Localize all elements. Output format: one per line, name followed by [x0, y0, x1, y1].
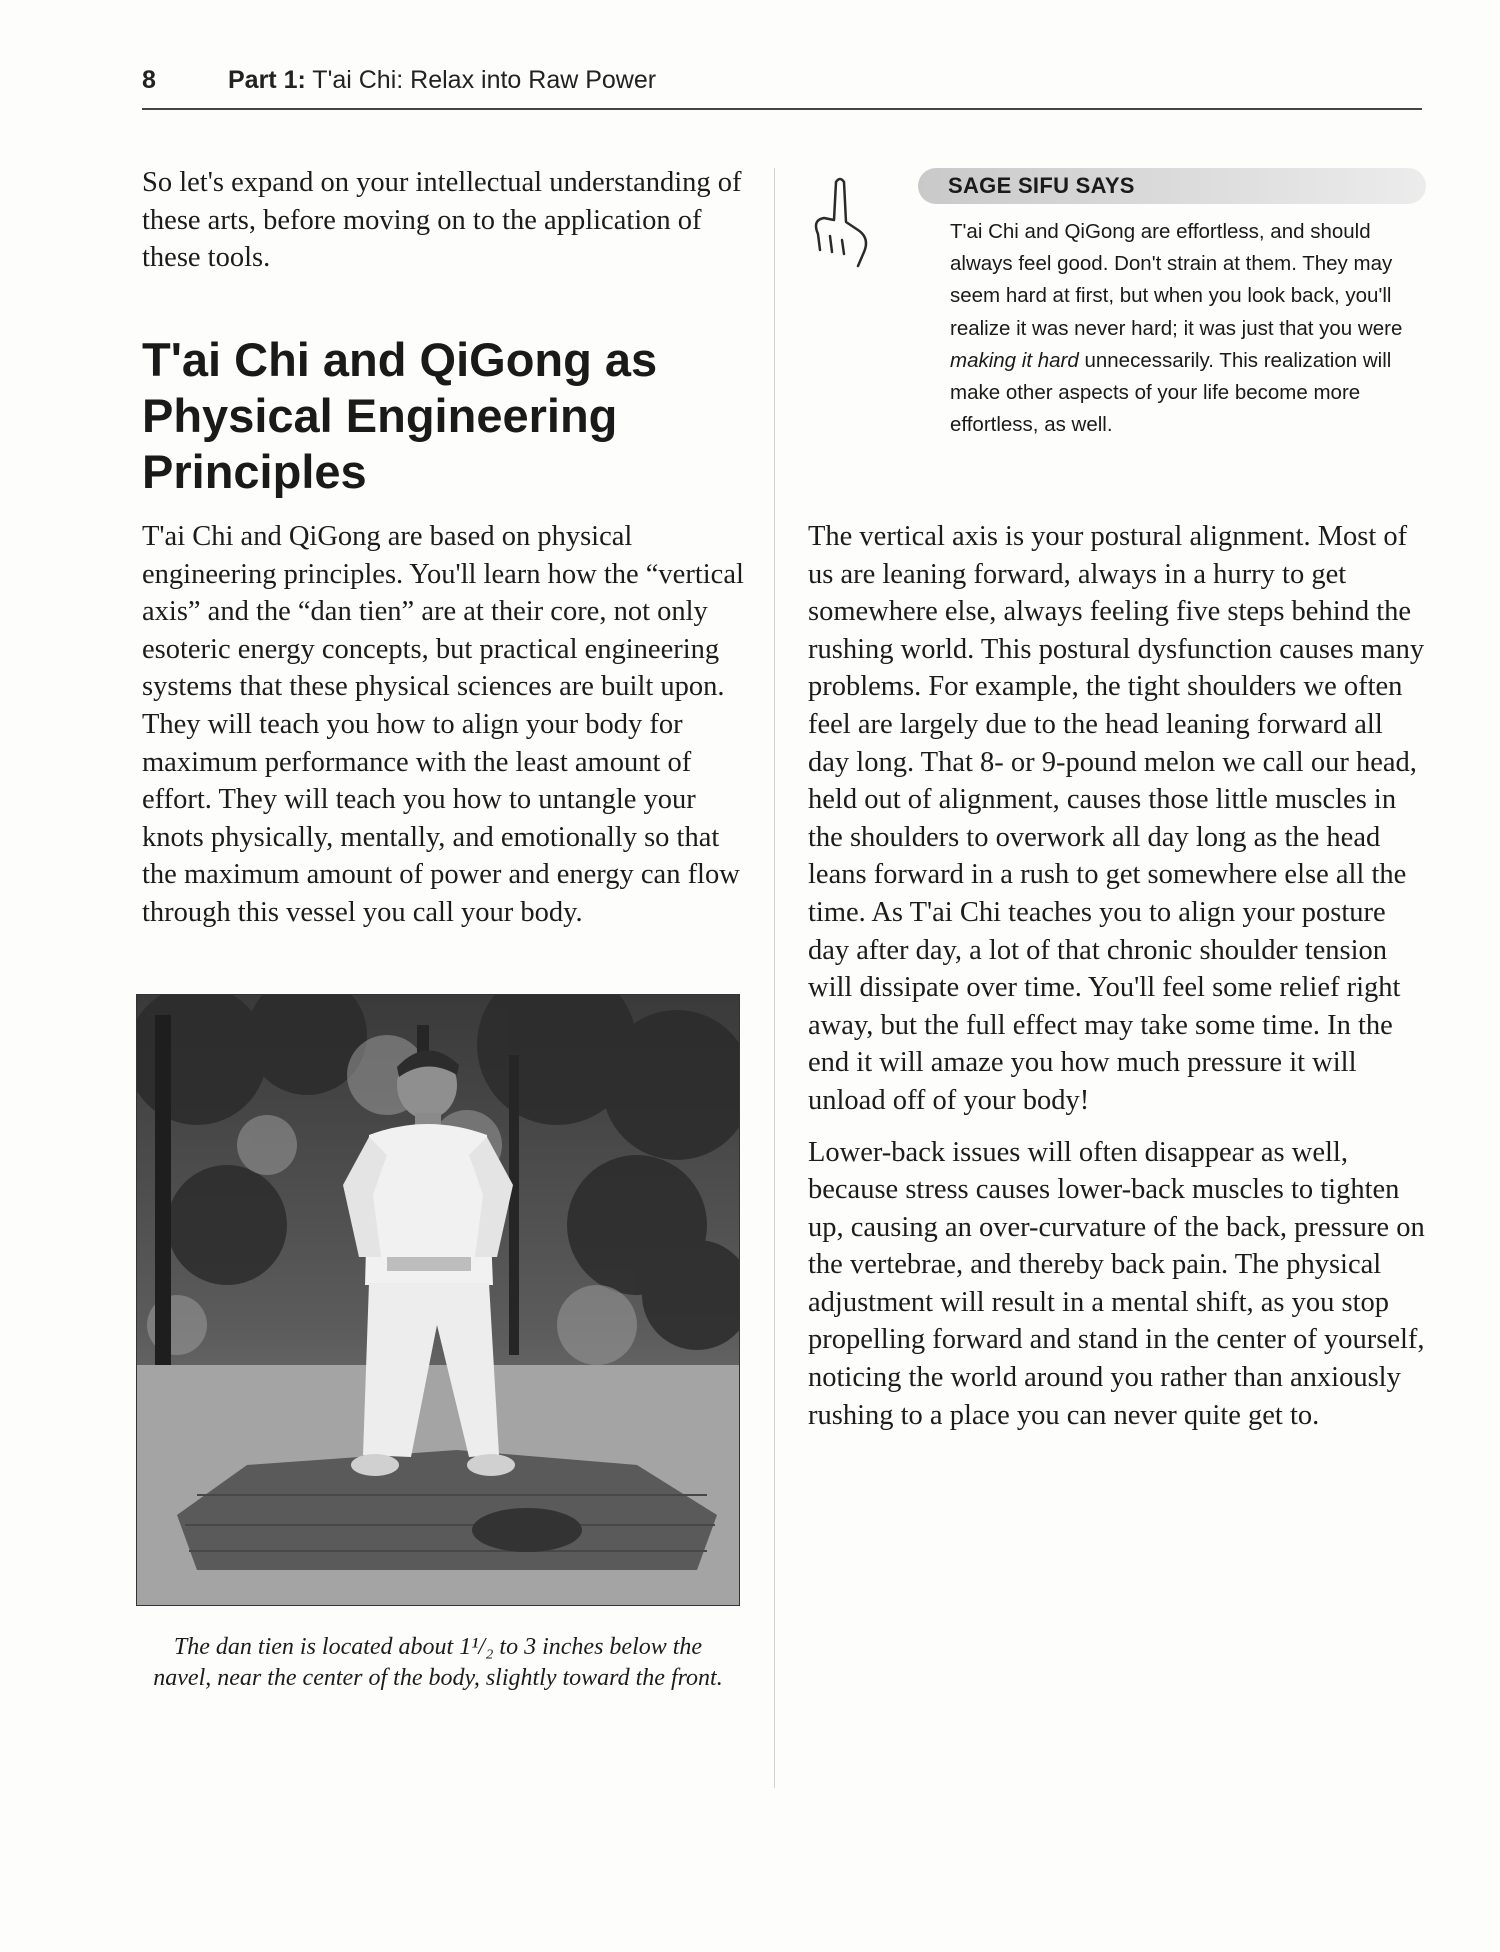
running-header — [142, 66, 1412, 95]
sidebar-text-part2: unnecessarily. This realization will make other aspects of your life become more effortless, as well. — [950, 348, 1392, 437]
sidebar-text — [950, 216, 1428, 441]
part-title: T'ai Chi: Relax into Raw Power — [305, 66, 657, 94]
section-heading-block — [142, 332, 744, 500]
column-divider — [774, 168, 775, 1788]
sidebar-title: SAGE SIFU SAYS — [948, 173, 1135, 198]
section-heading: T'ai Chi and QiGong as Physical Engineering Principles — [142, 333, 658, 498]
page-number: 8 — [142, 66, 156, 94]
sidebar-text-part1: T'ai Chi and QiGong are effortless, and should always feel good. Don't strain at them. They may seem hard at first, but when you look back, you'll realize it was never hard; it was just that you were — [950, 220, 1403, 340]
vertical-axis-paragraph: The vertical axis is your postural alignment. Most of us are leaning forward, always in a hurry to get somewhere else, always feeling five steps behind the rushing world. This postural dysfunction causes many problems. For example, the tight shoulders we often feel are largely due to the head leaning forward all day long. That 8- or 9-pound melon we call our head, held out of alignment, causes those little muscles in the shoulders to overwork all day long as the head leans forward in a rush to get somewhere else all the time. As T'ai Chi teaches you to align your posture day after day, a lot of that chronic shoulder tension will dissipate over time. You'll feel some relief right away, but the full effect may take some time. In the end it will amaze you how much pressure it will unload off of your body! — [808, 521, 1425, 1116]
tai-chi-photo — [136, 994, 740, 1606]
right-body — [808, 518, 1428, 1434]
body-paragraph: T'ai Chi and QiGong are based on physical engineering principles. You'll learn how the “vertical axis” and the “dan tien” are at their core, not only esoteric energy concepts, but practical engineering systems that these physical sciences are built upon. They will teach you how to align your body for maximum performance with the least amount of effort. They will teach you how to untangle your knots physically, mentally, and emotionally so that the maximum amount of power and energy can flow through this vessel you call your body. — [142, 521, 744, 928]
left-intro — [142, 164, 744, 277]
left-body — [142, 518, 744, 932]
sidebar-text-emphasis: making it hard — [950, 348, 1079, 372]
lower-back-paragraph: Lower-back issues will often disappear as well, because stress causes lower-back muscles to tighten up, causing an over-curvature of the back, pressure on the vertebrae, and thereby back pain. The physical adjustment will result in a mental shift, as you stop propelling forward and stand in the center of yourself, noticing the world around you rather than anxiously rushing to a place you can never quite get to. — [808, 1136, 1425, 1431]
pointing-hand-icon — [806, 174, 876, 269]
header-rule — [142, 108, 1422, 110]
intro-paragraph: So let's expand on your intellectual understanding of these arts, before moving on to the application of these tools. — [142, 167, 742, 274]
photo-illustration — [137, 995, 739, 1605]
photo-caption: The dan tien is located about 1¹/₂ to 3 inches below the navel, near the center of the body, slightly toward the front. — [153, 1634, 723, 1691]
part-label: Part 1: — [228, 66, 306, 94]
